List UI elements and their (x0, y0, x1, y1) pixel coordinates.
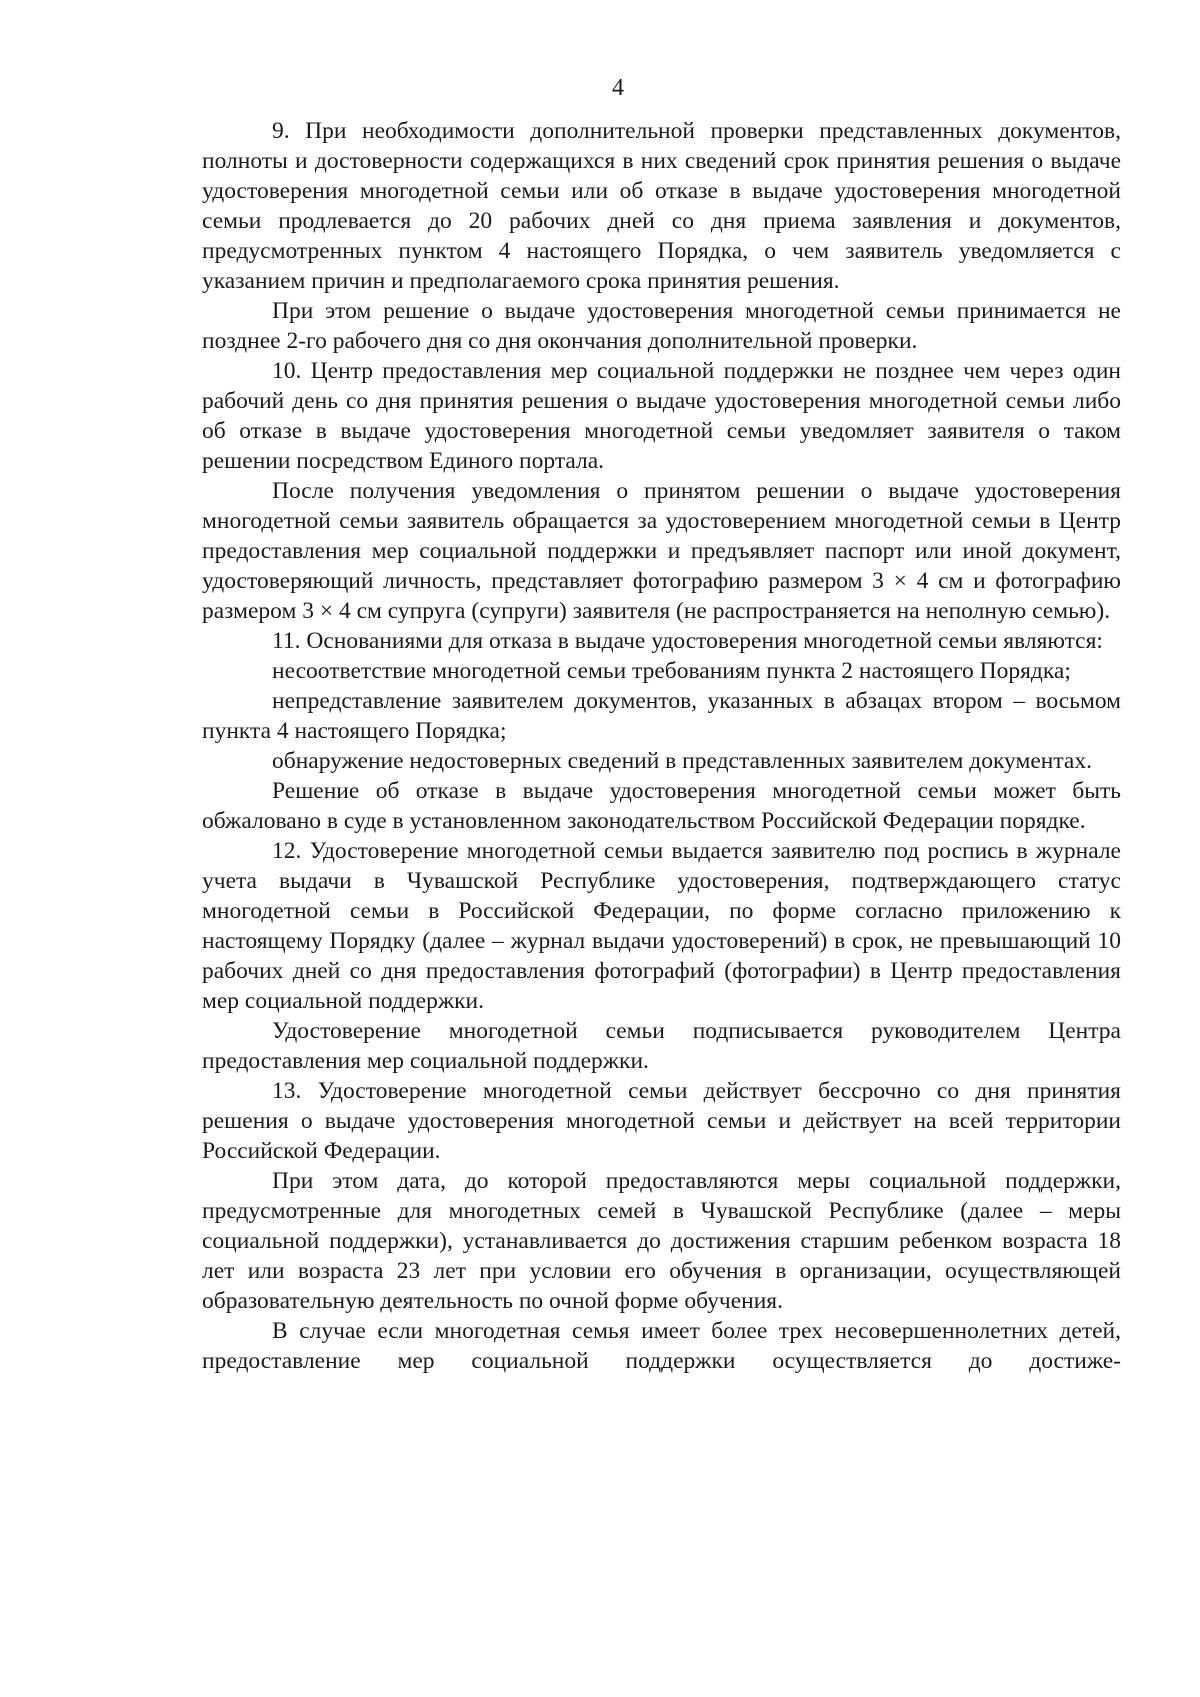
page-number: 4 (612, 75, 624, 101)
paragraph-13-support-period: При этом дата, до которой предоставляются меры социальной поддержки, предусмотренные для многодетных семей в Чувашской Республике (далее – меры социальной поддержки), устанавливается до достижения старшим ребенком возраста 18 лет или возраста 23 лет при условии его обучения в организации, осуществляющей образовательную деятельность по очной форме обучения. (202, 1168, 1121, 1314)
refusal-ground-2: непредставление заявителем документов, указанных в абзацах втором – восьмом пункта 4 настоящего Порядка; (202, 688, 1121, 744)
refusal-ground-3: обнаружение недостоверных сведений в представленных заявителем документах. (272, 748, 1092, 774)
paragraph-13: 13. Удостоверение многодетной семьи действует бессрочно со дня принятия решения о выдаче удостоверения многодетной семьи и действует на всей территории Российской Федерации. (202, 1078, 1121, 1164)
refusal-appeal: Решение об отказе в выдаче удостоверения многодетной семьи может быть обжаловано в суде в установленном законодательством Российской Федерации порядке. (202, 778, 1121, 834)
paragraph-12: 12. Удостоверение многодетной семьи выдается заявителю под роспись в журнале учета выдачи в Чувашской Республике удостоверения, подтверждающего статус многодетной семьи в Российской Федерации, по форме согласно приложению к настоящему Порядку (далее – журнал выдачи удостоверений) в срок, не превышающий 10 рабочих дней со дня предоставления фотографий (фотографии) в Центр предоставления мер социальной поддержки. (202, 838, 1121, 1014)
paragraph-9-extension: При этом решение о выдаче удостоверения многодетной семьи принимается не позднее 2-го рабочего дня со дня окончания дополнительной проверки. (202, 298, 1121, 354)
paragraph-10: 10. Центр предоставления мер социальной поддержки не позднее чем через один рабочий день со дня принятия решения о выдаче удостоверения многодетной семьи либо об отказе в выдаче удостоверения многодетной семьи уведомляет заявителя о таком решении посредством Единого портала. (202, 358, 1121, 474)
paragraph-13-large-family: В случае если многодетная семья имеет более трех несовершеннолетних детей, предоставление мер социальной поддержки осуществляется до достиже- (202, 1318, 1121, 1374)
paragraph-12-signature: Удостоверение многодетной семьи подписывается руководителем Центра предоставления мер социальной поддержки. (202, 1018, 1121, 1074)
refusal-ground-1: несоответствие многодетной семьи требованиям пункта 2 настоящего Порядка; (272, 658, 1071, 684)
paragraph-10-certificate-collection: После получения уведомления о принятом решении о выдаче удостоверения многодетной семьи заявитель обращается за удостоверением многодетной семьи в Центр предоставления мер социальной поддержки и предъявляет паспорт или иной документ, удостоверяющий личность, представляет фотографию размером 3 × 4 см и фотографию размером 3 × 4 см супруга (супруги) заявителя (не распространяется на неполную семью). (202, 478, 1121, 624)
document-body (202, 116, 1121, 1376)
paragraph-11: 11. Основаниями для отказа в выдаче удостоверения многодетной семьи являются: (272, 628, 1103, 654)
paragraph-9: 9. При необходимости дополнительной проверки представленных документов, полноты и достоверности содержащихся в них сведений срок принятия решения о выдаче удостоверения многодетной семьи или об отказе в выдаче удостоверения многодетной семьи продлевается до 20 рабочих дней со дня приема заявления и документов, предусмотренных пунктом 4 настоящего Порядка, о чем заявитель уведомляется с указанием причин и предполагаемого срока принятия решения. (202, 118, 1121, 294)
